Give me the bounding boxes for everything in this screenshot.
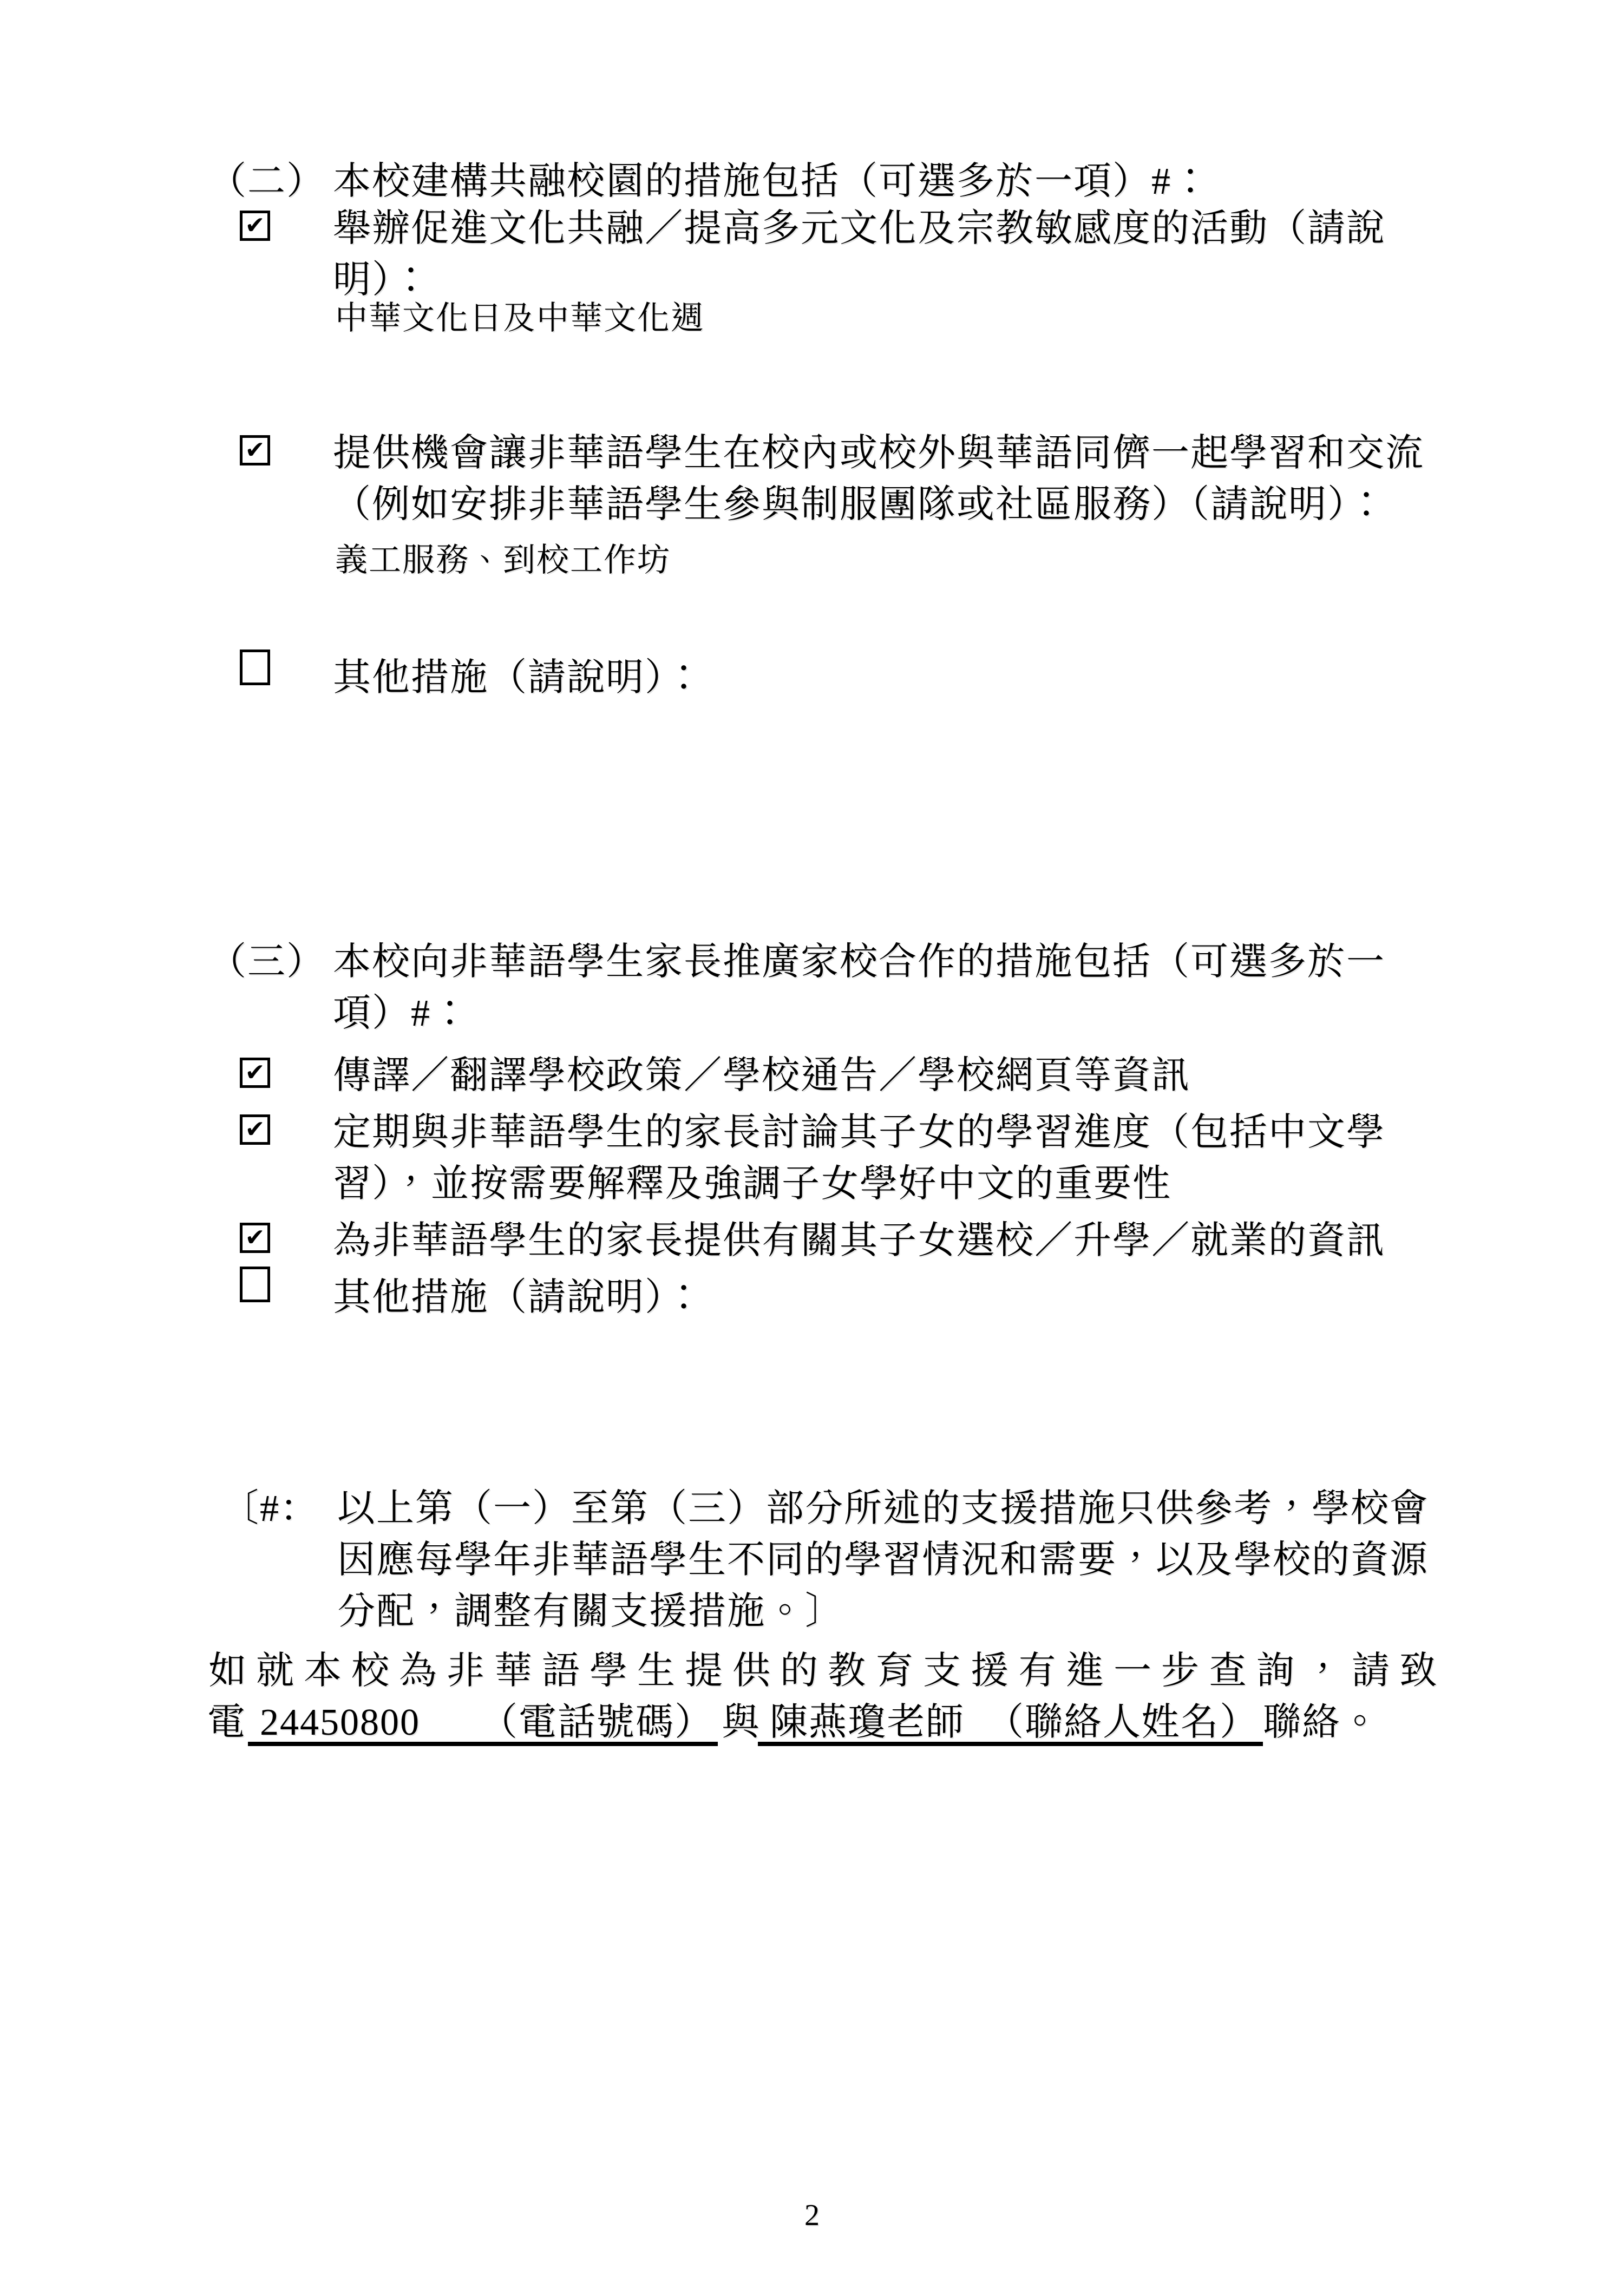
checkmark-icon: ✔ (245, 1224, 265, 1251)
activities-answer-field[interactable]: 中華文化日及中華文化週 (335, 300, 704, 336)
checkmark-icon: ✔ (245, 1116, 265, 1143)
checkbox-other-measures-s2[interactable] (240, 650, 270, 685)
item-peer-learning-line2: （例如安排非華語學生參與制服團隊或社區服務）（請說明）： (333, 484, 1386, 526)
checkbox-school-info[interactable] (240, 1223, 270, 1253)
footnote-line1: 以上第（一）至第（三）部分所述的支援措施只供參考，學校會 (337, 1488, 1429, 1530)
item-peer-learning-line1: 提供機會讓非華語學生在校內或校外與華語同儕一起學習和交流 (333, 432, 1424, 474)
page-number: 2 (804, 2199, 820, 2232)
phone-field[interactable] (248, 1697, 718, 1746)
peer-learning-answer-field[interactable]: 義工服務、到校工作坊 (335, 542, 671, 578)
footnote-line2: 因應每學年非華語學生不同的學習情況和需要，以及學校的資源 (337, 1539, 1429, 1581)
section-3-label: （三） (208, 941, 325, 983)
item-school-info: 為非華語學生的家長提供有關其子女選校／升學／就業的資訊 (333, 1220, 1385, 1262)
section-2-label: （二） (208, 161, 325, 202)
item-other-measures-s3: 其他措施（請說明）： (333, 1277, 704, 1318)
contact-prefix: 電 (207, 1702, 246, 1743)
checkbox-other-measures-s3[interactable] (240, 1267, 270, 1302)
phone-value: 24450800 (260, 1702, 420, 1743)
checkbox-parent-discussion[interactable] (240, 1114, 270, 1145)
contact-name-value: 陳燕瓊老師 (770, 1702, 965, 1743)
item-parent-discussion-line2: 習），並按需要解釋及強調子女學好中文的重要性 (333, 1163, 1171, 1205)
checkbox-translation[interactable] (240, 1058, 270, 1088)
item-other-measures-s2: 其他措施（請說明）： (333, 657, 704, 699)
contact-name-field-label: （聯絡人姓名） (986, 1702, 1259, 1743)
item-translation: 傳譯／翻譯學校政策／學校通告／學校網頁等資訊 (333, 1055, 1190, 1097)
checkmark-icon: ✔ (245, 436, 265, 464)
phone-field-label: （電話號碼） (480, 1702, 713, 1743)
footnote-marker: 〔#： (221, 1488, 319, 1530)
contact-suffix: 聯絡。 (1263, 1702, 1380, 1743)
section-3-title-line1: 本校向非華語學生家長推廣家校合作的措施包括（可選多於一 (333, 941, 1385, 983)
footnote-line3: 分配，調整有關支援措施。〕 (337, 1591, 844, 1632)
contact-line1: 如就本校為非華語學生提供的教育支援有進一步查詢，請致 (208, 1650, 1447, 1692)
section-3-title-line2: 項）#： (333, 993, 470, 1034)
checkbox-activities[interactable] (240, 211, 270, 241)
checkbox-peer-learning[interactable] (240, 435, 270, 465)
checkmark-icon: ✔ (245, 212, 265, 239)
contact-conjunction: 與 (722, 1702, 761, 1743)
item-parent-discussion-line1: 定期與非華語學生的家長討論其子女的學習進度（包括中文學 (333, 1112, 1385, 1153)
contact-name-field[interactable] (758, 1697, 1263, 1746)
item-activities-line2: 明）： (333, 259, 431, 301)
item-activities-line1: 舉辦促進文化共融／提高多元文化及宗教敏感度的活動（請說 (333, 208, 1385, 250)
section-2-title: 本校建構共融校園的措施包括（可選多於一項）#： (333, 161, 1210, 202)
checkmark-icon: ✔ (245, 1059, 265, 1086)
